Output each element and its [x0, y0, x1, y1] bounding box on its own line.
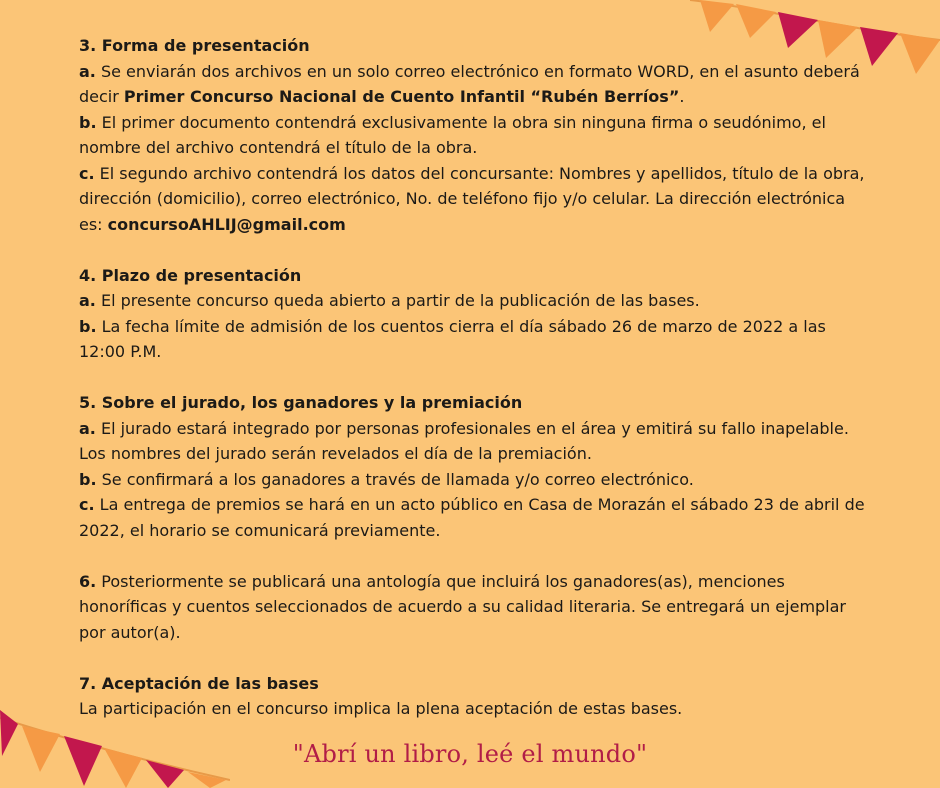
section-heading: 4. Plazo de presentación — [79, 265, 302, 285]
item-label: c. — [79, 495, 95, 514]
paragraph-3a — [79, 59, 869, 110]
paragraph-4b — [79, 314, 869, 365]
section-forma-presentacion — [79, 33, 869, 237]
item-text: Se confirmará a los ganadores a través de llamada y/o correo electrónico. — [96, 469, 694, 489]
item-text: Posteriormente se publicará una antología que incluirá los ganadores(as), menciones honoríficas y cuentos seleccionados de acuerdo a su calidad literaria. Se entregará un ejemplar por autor(a). — [79, 571, 847, 642]
section-heading: 7. Aceptación de las bases — [79, 673, 319, 693]
item-suffix: . — [679, 87, 685, 106]
item-label: b. — [79, 112, 97, 132]
contest-email: concursoAHLIJ@gmail.com — [107, 214, 346, 234]
section-aceptacion — [79, 671, 869, 722]
item-label: a. — [79, 61, 96, 81]
item-text: El presente concurso queda abierto a partir de la publicación de las bases. — [95, 291, 700, 310]
bunting-flag — [900, 33, 940, 74]
paragraph-6 — [79, 569, 869, 646]
item-label: 6. — [79, 571, 97, 591]
item-text: El jurado estará integrado por personas profesionales en el área y emitirá su fallo inapelable. Los nombres del jurado serán revelados el día de la premiación. — [79, 418, 849, 463]
paragraph-5b — [79, 467, 869, 493]
section-antologia — [79, 569, 869, 646]
paragraph-4a — [79, 288, 869, 314]
paragraph-3c — [79, 161, 869, 238]
item-label: c. — [79, 163, 95, 183]
item-label: b. — [79, 316, 97, 336]
item-text: La fecha límite de admisión de los cuentos cierra el día sábado 26 de marzo de 2022 a las 12:00 P.M. — [79, 316, 826, 361]
section-jurado — [79, 390, 869, 543]
item-text: La entrega de premios se hará en un acto público en Casa de Morazán el sábado 23 de abril de 2022, el horario se comunicará previamente. — [79, 495, 865, 540]
section-heading: 5. Sobre el jurado, los ganadores y la premiación — [79, 393, 523, 412]
motto: "Abrí un libro, leé el mundo" — [292, 740, 648, 768]
item-label: a. — [79, 291, 96, 310]
item-label: a. — [79, 418, 96, 438]
paragraph-5a — [79, 416, 869, 467]
section-heading: 3. Forma de presentación — [79, 36, 310, 55]
contest-name: Primer Concurso Nacional de Cuento Infantil “Rubén Berríos” — [123, 87, 680, 106]
document-body — [79, 33, 869, 747]
bunting-flag — [700, 0, 734, 32]
item-text: El primer documento contendrá exclusivamente la obra sin ninguna firma o seudónimo, el nombre del archivo contendrá el título de la obra. — [79, 112, 826, 157]
item-text: El segundo archivo contendrá los datos del concursante: Nombres y apellidos, título de la obra, dirección (domicilio), correo electrónico, No. de teléfono fijo y/o celular. La dirección electrónica es: — [79, 163, 865, 234]
section-plazo-presentacion — [79, 263, 869, 365]
paragraph-7: La participación en el concurso implica la plena aceptación de estas bases. — [79, 699, 683, 718]
paragraph-5c — [79, 492, 869, 543]
paragraph-3b — [79, 110, 869, 161]
item-label: b. — [79, 469, 97, 489]
item-text: Se enviarán dos archivos en un solo correo electrónico en formato WORD, en el asunto deberá decir — [79, 61, 860, 106]
